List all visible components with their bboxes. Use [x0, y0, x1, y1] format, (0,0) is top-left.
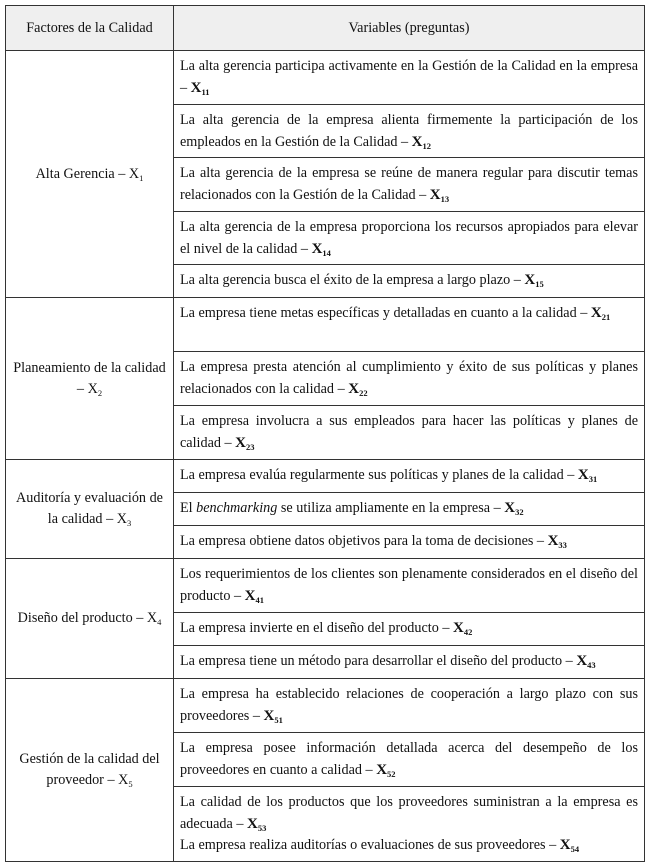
variable-code	[245, 588, 264, 604]
variable-code	[247, 816, 266, 832]
variable-code-subscript: 51	[274, 714, 283, 725]
variable-cell	[174, 526, 645, 559]
variable-code-subscript: 52	[387, 768, 396, 779]
factor-label: Auditoría y evaluación de la calidad – X	[16, 490, 163, 527]
variable-code-letter: X	[590, 305, 602, 321]
table-row	[6, 460, 645, 493]
variable-code-letter: X	[576, 653, 588, 669]
factor-cell	[6, 51, 174, 298]
variable-code	[430, 187, 449, 203]
variable-code	[191, 80, 210, 96]
variable-code	[412, 134, 431, 150]
variable-text: La empresa realiza auditorías o evaluaciones de sus proveedores –	[180, 837, 560, 853]
variable-cell	[174, 212, 645, 265]
variable-code-letter: X	[577, 467, 589, 483]
variable-text: La empresa involucra a sus empleados para hacer las políticas y planes de calidad –	[180, 413, 638, 451]
variable-text: La alta gerencia de la empresa proporciona los recursos apropiados para elevar el nivel de la calidad –	[180, 219, 638, 257]
variable-code	[453, 620, 472, 636]
variable-text-italic: benchmarking	[196, 500, 278, 516]
variable-code-subscript: 21	[601, 312, 611, 322]
variable-code-subscript: 31	[588, 474, 598, 484]
variable-cell	[174, 559, 645, 613]
table-row	[6, 51, 645, 105]
variable-cell	[174, 352, 645, 406]
factor-subscript: 4	[157, 617, 162, 627]
table-row	[6, 298, 645, 352]
variable-text: se utiliza ampliamente en la empresa –	[277, 500, 505, 516]
variable-code-letter: X	[348, 380, 360, 397]
variable-code	[348, 381, 367, 397]
variable-code-letter: X	[244, 587, 256, 604]
variable-code-letter: X	[559, 837, 571, 853]
variable-text: La empresa posee información detallada acerca del desempeño de los proveedores en cuanto a calidad –	[180, 740, 638, 778]
factor-subscript: 2	[97, 387, 103, 398]
variable-cell	[174, 265, 645, 298]
variable-code-subscript: 14	[322, 247, 331, 258]
variable-text: La alta gerencia busca el éxito de la empresa a largo plazo –	[180, 272, 525, 288]
variable-cell	[174, 158, 645, 212]
variable-text: La alta gerencia de la empresa alienta firmemente la participación de los empleados en la Gestión de la Calidad –	[180, 112, 638, 150]
variable-text: La empresa invierte en el diseño del producto –	[180, 620, 454, 636]
variable-cell	[174, 406, 645, 460]
factor-cell	[6, 679, 174, 862]
variable-cell	[174, 105, 645, 158]
variable-code	[524, 272, 543, 288]
variable-text: La empresa evalúa regularmente sus políticas y planes de la calidad –	[180, 467, 578, 483]
variable-code-subscript: 54	[570, 844, 580, 854]
variable-code-subscript: 22	[359, 387, 368, 398]
factor-label: Diseño del producto – X	[17, 610, 158, 626]
factor-subscript: 5	[128, 778, 133, 789]
variable-cell	[174, 51, 645, 105]
variable-code-letter: X	[411, 133, 423, 150]
variable-code	[576, 653, 595, 669]
variable-code-letter: X	[246, 815, 258, 832]
variable-cell	[174, 787, 645, 836]
quality-factors-table	[5, 5, 645, 862]
variable-code-letter: X	[547, 533, 559, 549]
variable-cell	[174, 298, 645, 352]
variable-code-subscript: 32	[515, 507, 524, 517]
variable-text: La empresa tiene metas específicas y detalladas en cuanto a la calidad –	[180, 305, 591, 321]
variable-code-subscript: 42	[463, 627, 473, 637]
variable-text: La alta gerencia participa activamente en la Gestión de la Calidad en la empresa –	[180, 58, 638, 96]
variable-text: La empresa tiene un método para desarrollar el diseño del producto –	[180, 653, 577, 669]
factor-subscript: 1	[139, 172, 144, 183]
variable-code-letter: X	[429, 186, 441, 203]
variable-text: La empresa ha establecido relaciones de cooperación a largo plazo con sus proveedores –	[180, 686, 638, 724]
variable-code-letter: X	[504, 500, 516, 516]
variable-code-letter: X	[524, 272, 536, 288]
header-variables: Variables (preguntas)	[174, 6, 645, 51]
variable-text: La empresa obtiene datos objetivos para la toma de decisiones –	[180, 533, 548, 549]
table-row	[6, 559, 645, 613]
variable-code-subscript: 43	[587, 660, 596, 670]
variable-text: El	[180, 500, 197, 516]
variable-cell	[174, 493, 645, 526]
header-row	[6, 6, 645, 51]
variable-code-subscript: 11	[201, 86, 210, 97]
variable-code-subscript: 15	[535, 279, 544, 289]
factor-label: Planeamiento de la calidad – X	[13, 359, 166, 397]
variable-cell	[174, 835, 645, 861]
variable-cell	[174, 613, 645, 646]
variable-code	[560, 837, 579, 853]
factor-label: Alta Gerencia – X	[35, 165, 140, 182]
variable-code-letter: X	[311, 240, 323, 257]
variable-code-subscript: 12	[422, 140, 432, 151]
variable-code-subscript: 13	[440, 193, 450, 204]
variable-code-letter: X	[235, 434, 246, 451]
variable-code	[264, 708, 283, 724]
variable-text: Los requerimientos de los clientes son plenamente considerados en el diseño del producto –	[180, 566, 638, 604]
factor-subscript: 3	[126, 518, 132, 528]
variable-code	[578, 467, 597, 483]
variable-code-subscript: 23	[246, 441, 255, 452]
header-factors: Factores de la Calidad	[6, 6, 174, 51]
variable-text: La empresa presta atención al cumplimiento y éxito de sus políticas y planes relacionados con la calidad –	[180, 359, 638, 397]
variable-code	[548, 533, 567, 549]
variable-code	[376, 762, 395, 778]
variable-code-letter: X	[453, 620, 464, 636]
variable-code	[235, 435, 254, 451]
variable-text: La calidad de los productos que los proveedores suministran a la empresa es adecuada –	[180, 794, 638, 832]
factor-cell	[6, 559, 174, 679]
variable-code-letter: X	[263, 707, 275, 724]
variable-cell	[174, 679, 645, 733]
factor-cell	[6, 298, 174, 460]
factor-label: Gestión de la calidad del proveedor – X	[19, 750, 160, 788]
variable-code-subscript: 41	[255, 594, 264, 605]
variable-text: La alta gerencia de la empresa se reúne de manera regular para discutir temas relacionados con la Gestión de la Calidad –	[180, 165, 638, 203]
variable-code-letter: X	[190, 79, 202, 96]
variable-code	[312, 241, 331, 257]
table-row	[6, 679, 645, 733]
variable-cell	[174, 460, 645, 493]
variable-code-letter: X	[376, 761, 388, 778]
factor-cell	[6, 460, 174, 559]
variable-code-subscript: 33	[558, 540, 567, 550]
variable-code	[591, 305, 610, 321]
variable-code	[504, 500, 523, 516]
variable-code-subscript: 53	[257, 822, 267, 833]
variable-cell	[174, 646, 645, 679]
variable-cell	[174, 733, 645, 787]
